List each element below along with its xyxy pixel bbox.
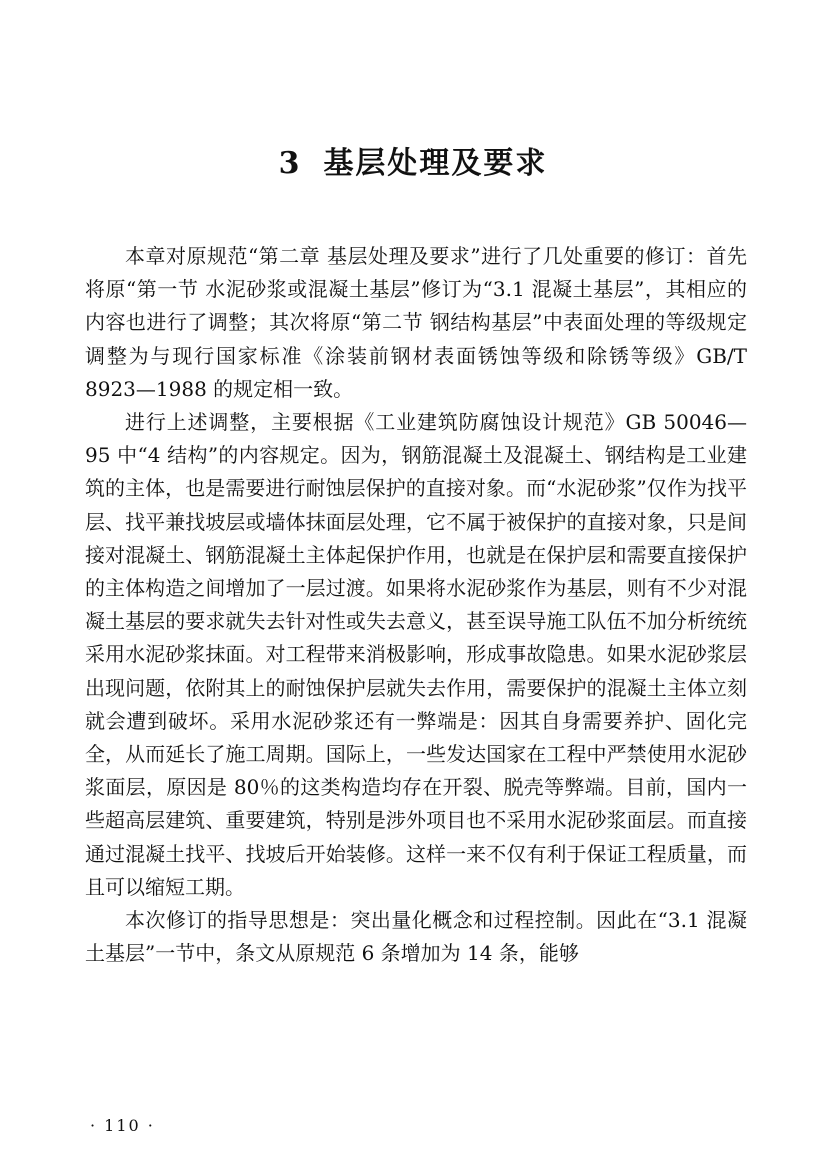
chapter-number: 3	[278, 146, 302, 181]
paragraph-3: 本次修订的指导思想是：突出量化概念和过程控制。因此在“3.1 混凝土基层”一节中，条文从原规范 6 条增加为 14 条，能够	[85, 908, 747, 966]
chapter-title	[0, 138, 826, 182]
paragraph-1: 本章对原规范“第二章 基层处理及要求”进行了几处重要的修订：首先将原“第一节 水泥砂浆或混凝土基层”修订为“3.1 混凝土基层”，其相应的内容也进行了调整；其次将原“第二节 钢结构基层”中表面处理的等级规定调整为与现行国家标准《涂装前钢材表面锈蚀等级和除锈等级》GB/T 8923—1988 的规定相一致。	[85, 244, 747, 401]
page-number: · 110 ·	[90, 1116, 155, 1135]
chapter-title-text: 基层处理及要求	[323, 146, 548, 181]
body-text	[85, 240, 747, 970]
paragraph-2: 进行上述调整，主要根据《工业建筑防腐蚀设计规范》GB 50046—95 中“4 结构”的内容规定。因为，钢筋混凝土及混凝土、钢结构是工业建筑的主体，也是需要进行耐蚀层保护的直接对象。而“水泥砂浆”仅作为找平层、找平兼找坡层或墙体抹面层处理，它不属于被保护的直接对象，只是间接对混凝土、钢筋混凝土主体起保护作用，也就是在保护层和需要直接保护的主体构造之间增加了一层过渡。如果将水泥砂浆作为基层，则有不少对混凝土基层的要求就失去针对性或失去意义，甚至误导施工队伍不加分析统统采用水泥砂浆抹面。对工程带来消极影响，形成事故隐患。如果水泥砂浆层出现问题，依附其上的耐蚀保护层就失去作用，需要保护的混凝土主体立刻就会遭到破坏。采用水泥砂浆还有一弊端是：因其自身需要养护、固化完全，从而延长了施工周期。国际上，一些发达国家在工程中严禁使用水泥砂浆面层，原因是 80％的这类构造均存在开裂、脱壳等弊端。目前，国内一些超高层建筑、重要建筑，特别是涉外项目也不采用水泥砂浆面层。而直接通过混凝土找平、找坡后开始装修。这样一来不仅有利于保证工程质量，而且可以缩短工期。	[85, 410, 747, 899]
